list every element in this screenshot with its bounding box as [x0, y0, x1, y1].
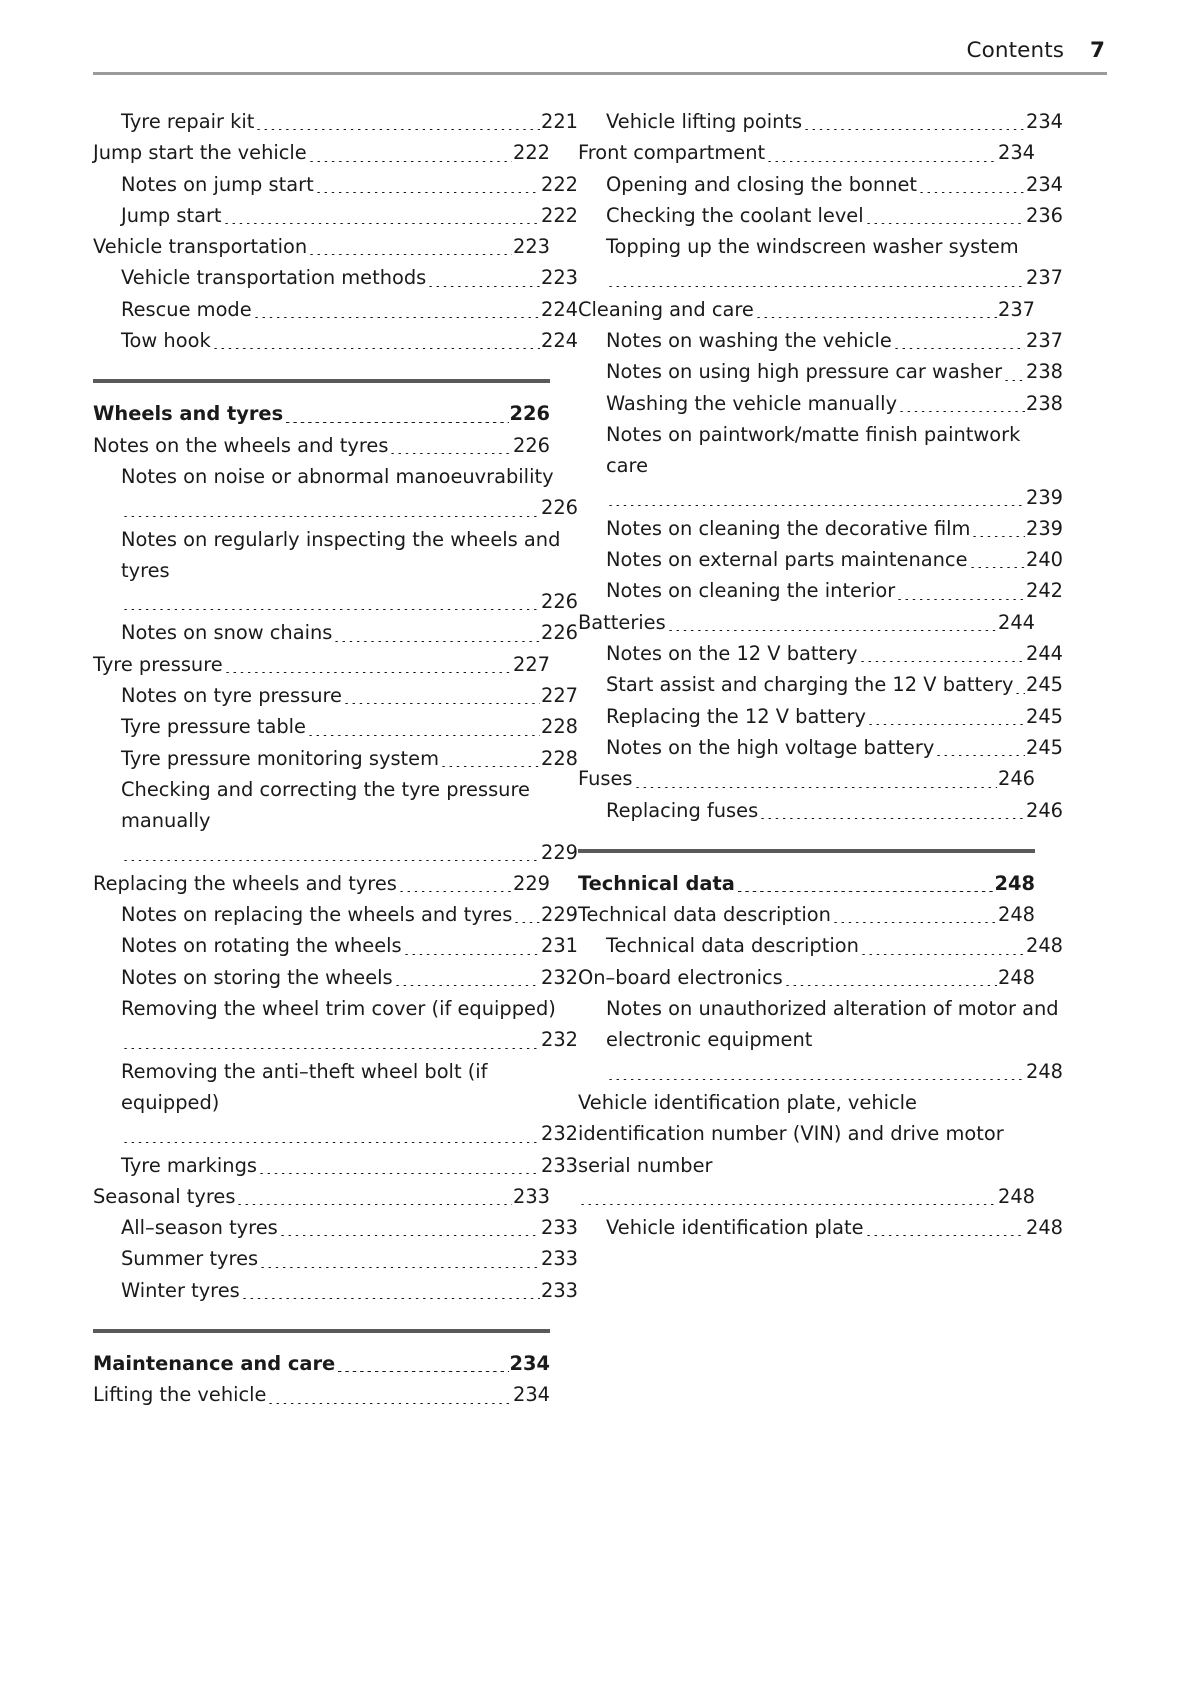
toc-dot-leader — [607, 1079, 1025, 1080]
toc-entry-label-block — [578, 1087, 1035, 1181]
toc-entry-page: 226 — [509, 402, 550, 426]
toc-entry-tail — [121, 1024, 578, 1055]
toc-entry-label: Notes on the wheels and tyres — [93, 433, 389, 457]
toc-dot-leader — [333, 641, 540, 642]
toc-entry-page: 229 — [512, 871, 550, 895]
toc-entry-page: 234 — [512, 1383, 550, 1407]
toc-entry[interactable] — [578, 607, 1035, 638]
page-title: Contents — [966, 38, 1065, 63]
toc-entry-label: Notes on snow chains — [121, 621, 333, 645]
toc-entry-page: 233 — [540, 1278, 578, 1302]
toc-entry-page: 224 — [540, 329, 578, 353]
toc-columns — [93, 106, 1107, 1411]
toc-entry-label: Replacing the wheels and tyres — [93, 871, 397, 895]
toc-entry[interactable] — [93, 868, 550, 899]
toc-dot-leader — [859, 661, 1025, 662]
toc-entry[interactable] — [578, 356, 1063, 387]
toc-dot-leader — [867, 724, 1025, 725]
toc-entry-label: Technical data — [578, 871, 735, 895]
toc-dot-leader — [1003, 380, 1025, 381]
toc-entry[interactable] — [93, 430, 550, 461]
toc-entry-page: 227 — [540, 684, 578, 708]
toc-entry[interactable] — [578, 868, 1035, 899]
toc-entry[interactable] — [93, 617, 578, 648]
toc-entry-label: Tyre pressure — [93, 652, 223, 676]
toc-dot-leader — [513, 922, 540, 923]
toc-entry-tail — [606, 482, 1063, 513]
toc-entry-page: 248 — [1025, 1216, 1063, 1240]
toc-entry-label: Topping up the windscreen washer system — [606, 235, 1019, 259]
toc-entry[interactable] — [578, 137, 1035, 168]
toc-entry-tail — [606, 262, 1063, 293]
toc-entry-page: 239 — [1025, 516, 1063, 540]
toc-entry-label: Vehicle identification plate — [606, 1216, 864, 1240]
toc-dot-leader — [267, 1403, 512, 1404]
toc-entry-page: 248 — [1025, 934, 1063, 958]
toc-dot-leader — [236, 1204, 512, 1205]
toc-entry-page: 227 — [512, 652, 550, 676]
toc-entry-label: Tyre pressure table — [121, 715, 306, 739]
toc-entry-page: 222 — [512, 141, 550, 165]
toc-entry[interactable] — [578, 575, 1063, 606]
toc-entry-label: Removing the wheel trim cover (if equipped) — [121, 997, 556, 1021]
toc-entry[interactable] — [578, 1087, 1035, 1212]
toc-entry-page: 232 — [540, 965, 578, 989]
toc-entry-label: Notes on cleaning the decorative film — [606, 516, 971, 540]
toc-entry-label: All–season tyres — [121, 1216, 278, 1240]
toc-entry-label: Opening and closing the bonnet — [606, 172, 918, 196]
toc-entry[interactable] — [93, 1243, 578, 1274]
toc-entry-page: 238 — [1025, 391, 1063, 415]
toc-entry[interactable] — [93, 774, 578, 868]
toc-dot-leader — [832, 922, 997, 923]
toc-entry-label-block — [121, 774, 578, 837]
toc-entry-label-block — [606, 419, 1063, 482]
toc-dot-leader — [224, 672, 512, 673]
toc-entry[interactable] — [578, 388, 1063, 419]
toc-dot-leader — [440, 766, 540, 767]
toc-entry[interactable] — [93, 649, 550, 680]
toc-entry-page: 248 — [1025, 1059, 1063, 1083]
toc-dot-leader — [865, 1235, 1025, 1236]
toc-entry-page: 237 — [1025, 329, 1063, 353]
toc-entry-label: Notes on the high voltage battery — [606, 735, 935, 759]
toc-dot-leader — [607, 286, 1025, 287]
toc-entry-label: Notes on the 12 V battery — [606, 642, 858, 666]
toc-entry[interactable] — [93, 743, 578, 774]
toc-entry[interactable] — [578, 795, 1063, 826]
toc-dot-leader — [893, 348, 1025, 349]
toc-entry-label: Cleaning and care — [578, 297, 754, 321]
toc-entry[interactable] — [578, 638, 1063, 669]
toc-entry-page: 229 — [540, 903, 578, 927]
toc-entry-page: 223 — [540, 266, 578, 290]
toc-dot-leader — [607, 505, 1025, 506]
toc-entry-tail — [121, 586, 578, 617]
toc-dot-leader — [255, 129, 540, 130]
toc-entry[interactable] — [93, 680, 578, 711]
toc-dot-leader — [315, 192, 540, 193]
toc-entry-label-block — [121, 461, 578, 492]
toc-dot-leader — [307, 735, 540, 736]
toc-dot-leader — [898, 411, 1025, 412]
toc-entry-page: 221 — [540, 110, 578, 133]
toc-entry-label: Vehicle lifting points — [606, 110, 803, 133]
toc-entry-page: 234 — [509, 1351, 550, 1375]
toc-dot-leader — [122, 1048, 540, 1049]
toc-entry[interactable] — [93, 524, 578, 618]
toc-dot-leader — [755, 317, 997, 318]
toc-entry-label: Notes on washing the vehicle — [606, 329, 892, 353]
toc-entry-page: 226 — [512, 433, 550, 457]
toc-entry[interactable] — [578, 1212, 1063, 1243]
toc-dot-leader — [896, 599, 1025, 600]
toc-entry-label: Lifting the vehicle — [93, 1383, 267, 1407]
toc-entry-page: 226 — [540, 590, 578, 614]
toc-entry[interactable] — [93, 200, 578, 231]
toc-entry-label: Checking and correcting the tyre pressure manually — [121, 777, 530, 833]
toc-entry-label: Front compartment — [578, 141, 766, 165]
toc-dot-leader — [241, 1298, 540, 1299]
toc-entry-label: Notes on noise or abnormal manoeuvrability — [121, 464, 554, 488]
toc-dot-leader — [336, 1371, 508, 1372]
toc-dot-leader — [860, 954, 1025, 955]
section-divider — [93, 1329, 550, 1333]
toc-entry-label: Washing the vehicle manually — [606, 391, 898, 415]
toc-entry[interactable] — [578, 294, 1035, 325]
toc-entry-page: 242 — [1025, 579, 1063, 603]
toc-dot-leader — [394, 985, 540, 986]
toc-entry[interactable] — [93, 1056, 578, 1150]
toc-dot-leader — [122, 1142, 540, 1143]
toc-dot-leader — [803, 129, 1025, 130]
toc-dot-leader — [398, 891, 512, 892]
toc-entry[interactable] — [93, 137, 550, 168]
toc-entry-label: Notes on using high pressure car washer — [606, 360, 1003, 384]
toc-entry-label: Removing the anti–theft wheel bolt (if equipped) — [121, 1059, 488, 1114]
toc-entry-label-block — [121, 1056, 578, 1119]
toc-entry-label: Vehicle identification plate, vehicle identification number (VIN) and drive motor serial number — [578, 1090, 1004, 1177]
toc-entry-label: Notes on storing the wheels — [121, 965, 393, 989]
toc-entry-page: 226 — [540, 496, 578, 520]
toc-entry-page: 248 — [997, 965, 1035, 989]
toc-dot-leader — [579, 1204, 997, 1205]
toc-dot-leader — [971, 536, 1025, 537]
toc-entry-page: 223 — [512, 235, 550, 259]
toc-dot-leader — [389, 453, 512, 454]
toc-entry[interactable] — [578, 732, 1063, 763]
toc-entry-label: Tyre pressure monitoring system — [121, 746, 439, 770]
toc-dot-leader — [1014, 693, 1025, 694]
toc-entry-page: 232 — [540, 1122, 578, 1146]
toc-entry-label: Notes on regularly inspecting the wheels and tyres — [121, 527, 561, 582]
toc-dot-leader — [969, 567, 1025, 568]
toc-column-right — [578, 106, 1063, 1411]
toc-dot-leader — [427, 286, 540, 287]
toc-entry-label: Technical data description — [606, 934, 859, 958]
toc-dot-leader — [935, 755, 1025, 756]
toc-entry-tail — [121, 492, 578, 523]
toc-entry-tail — [121, 1118, 578, 1149]
toc-entry[interactable] — [93, 993, 578, 1056]
toc-entry-page: 233 — [540, 1153, 578, 1177]
toc-dot-leader — [308, 254, 512, 255]
toc-entry[interactable] — [578, 419, 1063, 513]
toc-dot-leader — [253, 317, 540, 318]
page-number: 7 — [1090, 38, 1105, 63]
toc-dot-leader — [122, 609, 540, 610]
toc-entry-tail — [606, 1056, 1063, 1087]
toc-entry-page: 248 — [997, 903, 1035, 927]
toc-entry-page: 244 — [1025, 642, 1063, 666]
toc-entry[interactable] — [93, 930, 578, 961]
toc-entry-page: 224 — [540, 297, 578, 321]
toc-entry-label: Tyre repair kit — [121, 110, 255, 133]
toc-entry[interactable] — [93, 1275, 578, 1306]
toc-entry-label: On–board electronics — [578, 965, 783, 989]
toc-entry[interactable] — [93, 262, 578, 293]
toc-entry-page: 244 — [997, 610, 1035, 634]
toc-entry[interactable] — [93, 711, 578, 742]
toc-entry[interactable] — [578, 106, 1063, 137]
toc-entry-label: Jump start — [121, 203, 222, 227]
toc-entry[interactable] — [578, 899, 1035, 930]
toc-entry-page: 246 — [1025, 798, 1063, 822]
toc-entry[interactable] — [578, 231, 1063, 294]
toc-entry-label: Notes on rotating the wheels — [121, 934, 402, 958]
toc-entry[interactable] — [93, 169, 578, 200]
toc-entry-label: Tow hook — [121, 329, 211, 353]
toc-entry[interactable] — [578, 325, 1063, 356]
toc-entry[interactable] — [93, 1348, 550, 1379]
toc-entry[interactable] — [578, 763, 1035, 794]
toc-entry-page: 237 — [997, 297, 1035, 321]
toc-entry-page: 231 — [540, 934, 578, 958]
toc-entry-label: Winter tyres — [121, 1278, 240, 1302]
toc-entry-page: 248 — [997, 1184, 1035, 1208]
toc-dot-leader — [343, 703, 540, 704]
toc-entry-label: Notes on paintwork/matte finish paintwork care — [606, 422, 1021, 478]
toc-entry-page: 236 — [1025, 203, 1063, 227]
toc-dot-leader — [759, 818, 1025, 819]
toc-dot-leader — [212, 348, 540, 349]
toc-entry-label: Seasonal tyres — [93, 1184, 236, 1208]
toc-entry-label-block — [606, 993, 1063, 1056]
toc-entry[interactable] — [93, 398, 550, 429]
header-line — [93, 38, 1107, 63]
toc-entry-page: 229 — [540, 840, 578, 864]
toc-dot-leader — [259, 1267, 540, 1268]
toc-entry-page: 233 — [540, 1216, 578, 1240]
toc-entry-label: Fuses — [578, 767, 633, 791]
toc-dot-leader — [784, 985, 997, 986]
toc-entry-page: 234 — [997, 141, 1035, 165]
toc-dot-leader — [122, 516, 540, 517]
toc-dot-leader — [667, 630, 997, 631]
toc-entry-page: 239 — [1025, 485, 1063, 509]
toc-entry-label: Checking the coolant level — [606, 203, 864, 227]
toc-dot-leader — [918, 192, 1025, 193]
toc-entry[interactable] — [578, 513, 1063, 544]
toc-entry-label: Notes on external parts maintenance — [606, 548, 968, 572]
toc-entry[interactable] — [93, 962, 578, 993]
toc-dot-leader — [634, 787, 997, 788]
toc-entry-page: 245 — [1025, 673, 1063, 697]
header-divider — [93, 72, 1107, 75]
toc-entry-label-block — [121, 524, 578, 587]
toc-entry[interactable] — [578, 200, 1063, 231]
toc-entry[interactable] — [93, 231, 550, 262]
toc-entry-label: Notes on unauthorized alteration of motor and electronic equipment — [606, 997, 1059, 1052]
toc-entry-label-block — [121, 993, 578, 1024]
toc-entry-page: 228 — [540, 746, 578, 770]
toc-entry-page: 234 — [1025, 172, 1063, 196]
toc-entry[interactable] — [93, 1379, 550, 1410]
toc-entry-page: 240 — [1025, 548, 1063, 572]
toc-entry[interactable] — [578, 701, 1063, 732]
toc-entry-label: Tyre markings — [121, 1153, 257, 1177]
toc-entry-page: 246 — [997, 767, 1035, 791]
toc-entry-label: Vehicle transportation — [93, 235, 308, 259]
page-header — [93, 38, 1107, 84]
toc-entry[interactable] — [578, 930, 1063, 961]
toc-entry-label: Maintenance and care — [93, 1351, 336, 1375]
toc-entry[interactable] — [93, 1181, 550, 1212]
toc-entry-page: 248 — [994, 871, 1035, 895]
toc-dot-leader — [865, 223, 1025, 224]
toc-entry-page: 228 — [540, 715, 578, 739]
section-divider — [578, 849, 1035, 853]
toc-entry-label: Replacing the 12 V battery — [606, 704, 866, 728]
toc-entry[interactable] — [93, 1212, 578, 1243]
toc-entry-page: 226 — [540, 621, 578, 645]
toc-entry-page: 245 — [1025, 704, 1063, 728]
toc-entry[interactable] — [93, 294, 578, 325]
toc-entry[interactable] — [93, 106, 578, 137]
section-divider — [93, 379, 550, 383]
toc-entry-page: 233 — [512, 1184, 550, 1208]
toc-entry-label: Summer tyres — [121, 1247, 259, 1271]
toc-entry-page: 222 — [540, 203, 578, 227]
toc-entry-label: Notes on cleaning the interior — [606, 579, 896, 603]
toc-entry-label: Replacing fuses — [606, 798, 759, 822]
toc-entry-page: 245 — [1025, 735, 1063, 759]
toc-entry-label: Notes on replacing the wheels and tyres — [121, 903, 513, 927]
toc-entry-label: Wheels and tyres — [93, 402, 284, 426]
toc-entry-label: Technical data description — [578, 903, 831, 927]
toc-entry-page: 238 — [1025, 360, 1063, 384]
toc-entry[interactable] — [93, 1150, 578, 1181]
toc-entry-page: 232 — [540, 1028, 578, 1052]
toc-entry[interactable] — [578, 544, 1063, 575]
toc-entry-label: Jump start the vehicle — [93, 141, 307, 165]
toc-entry[interactable] — [578, 669, 1063, 700]
toc-dot-leader — [766, 161, 997, 162]
toc-dot-leader — [403, 954, 540, 955]
toc-entry-label: Batteries — [578, 610, 666, 634]
toc-dot-leader — [308, 161, 512, 162]
toc-entry-label: Start assist and charging the 12 V battery — [606, 673, 1014, 697]
toc-entry-label-block — [606, 231, 1063, 262]
toc-entry-page: 233 — [540, 1247, 578, 1271]
toc-entry[interactable] — [93, 899, 578, 930]
toc-entry-label: Notes on tyre pressure — [121, 684, 342, 708]
toc-entry-label: Rescue mode — [121, 297, 252, 321]
toc-entry[interactable] — [93, 461, 578, 524]
toc-entry[interactable] — [578, 169, 1063, 200]
toc-dot-leader — [279, 1235, 540, 1236]
toc-entry[interactable] — [93, 325, 578, 356]
toc-entry-page: 237 — [1025, 266, 1063, 290]
toc-dot-leader — [284, 422, 508, 423]
toc-entry-page: 234 — [1025, 110, 1063, 133]
toc-entry-label: Vehicle transportation methods — [121, 266, 427, 290]
toc-dot-leader — [736, 891, 994, 892]
toc-entry-page: 222 — [540, 172, 578, 196]
toc-entry-tail — [578, 1181, 1035, 1212]
toc-dot-leader — [258, 1173, 540, 1174]
toc-column-left — [93, 106, 578, 1411]
toc-entry-tail — [121, 837, 578, 868]
toc-dot-leader — [122, 860, 540, 861]
toc-dot-leader — [223, 223, 540, 224]
toc-entry[interactable] — [578, 962, 1035, 993]
toc-entry[interactable] — [578, 993, 1063, 1087]
toc-entry-label: Notes on jump start — [121, 172, 314, 196]
